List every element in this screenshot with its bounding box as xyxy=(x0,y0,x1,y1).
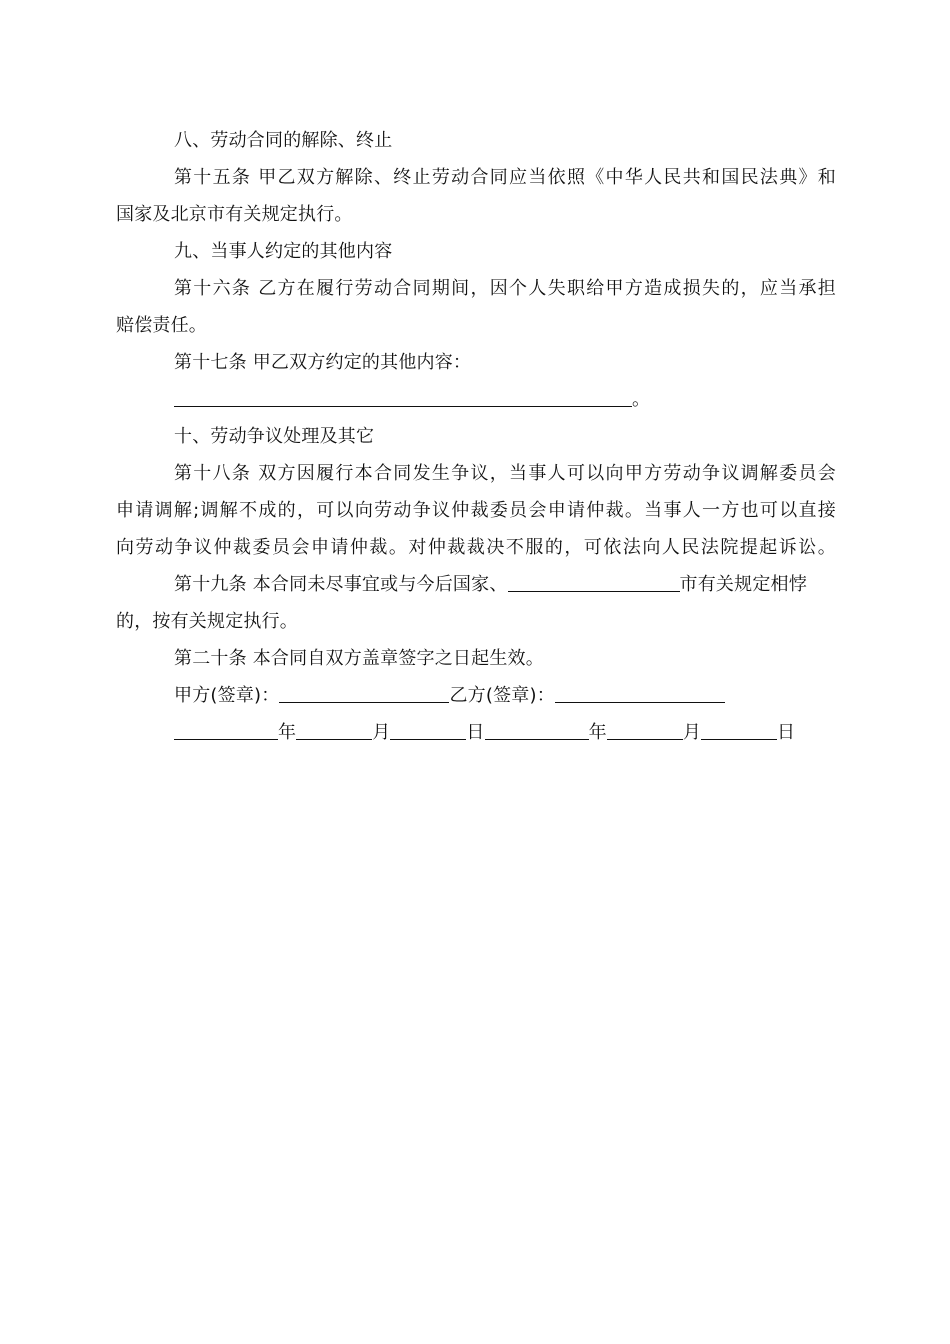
article-19-text-a: 第十九条 本合同未尽事宜或与今后国家、 xyxy=(174,574,508,595)
party-a-label: 甲方(签章)： xyxy=(174,685,280,706)
article-15-line-1: 第十五条 甲乙双方解除、终止劳动合同应当依照《中华人民共和国民法典》和 xyxy=(174,167,836,188)
article-18-line-1: 第十八条 双方因履行本合同发生争议，当事人可以向甲方劳动争议调解委员会 xyxy=(174,463,836,484)
party-b-year-label: 年 xyxy=(588,722,607,743)
party-b-day-label: 日 xyxy=(777,722,796,743)
party-b-year-blank[interactable] xyxy=(485,719,589,740)
party-a-month-blank[interactable] xyxy=(296,719,372,740)
party-b-signature-blank[interactable] xyxy=(555,682,725,703)
section-10-heading: 十、劳动争议处理及其它 xyxy=(174,426,375,447)
party-b-day-blank[interactable] xyxy=(701,719,777,740)
article-19-text-b: 市有关规定相悖 xyxy=(679,574,807,595)
article-18-line-3: 向劳动争议仲裁委员会申请仲裁。对仲裁裁决不服的，可依法向人民法院提起诉讼。 xyxy=(116,537,836,558)
article-17-period: 。 xyxy=(632,389,651,410)
date-line xyxy=(116,714,836,751)
document-body xyxy=(116,122,836,751)
section-8-heading: 八、劳动合同的解除、终止 xyxy=(174,130,393,151)
article-17-blank-line xyxy=(116,381,836,418)
article-20: 第二十条 本合同自双方盖章签字之日起生效。 xyxy=(174,648,544,669)
other-terms-blank[interactable] xyxy=(174,386,632,407)
signature-line xyxy=(116,677,836,714)
article-16-line-2: 赔偿责任。 xyxy=(116,315,207,336)
party-b-month-label: 月 xyxy=(682,722,702,743)
section-9-heading: 九、当事人约定的其他内容 xyxy=(174,241,393,262)
article-15-line-2: 国家及北京市有关规定执行。 xyxy=(116,204,353,225)
city-name-blank[interactable] xyxy=(508,571,680,592)
article-19-line-2: 的，按有关规定执行。 xyxy=(116,611,298,632)
party-b-month-blank[interactable] xyxy=(607,719,683,740)
party-a-day-label: 日 xyxy=(466,722,485,743)
party-a-year-label: 年 xyxy=(278,722,297,743)
party-a-year-blank[interactable] xyxy=(174,719,278,740)
article-16-line-1: 第十六条 乙方在履行劳动合同期间，因个人失职给甲方造成损失的，应当承担 xyxy=(174,278,836,299)
party-a-signature-blank[interactable] xyxy=(279,682,449,703)
article-17-line-1: 第十七条 甲乙双方约定的其他内容： xyxy=(174,352,472,373)
party-a-month-label: 月 xyxy=(372,722,391,743)
party-b-label: 乙方(签章)： xyxy=(449,685,555,706)
article-19-line-1 xyxy=(116,566,836,603)
party-a-day-blank[interactable] xyxy=(390,719,466,740)
article-18-line-2: 申请调解;调解不成的，可以向劳动争议仲裁委员会申请仲裁。当事人一方也可以直接 xyxy=(116,500,836,521)
